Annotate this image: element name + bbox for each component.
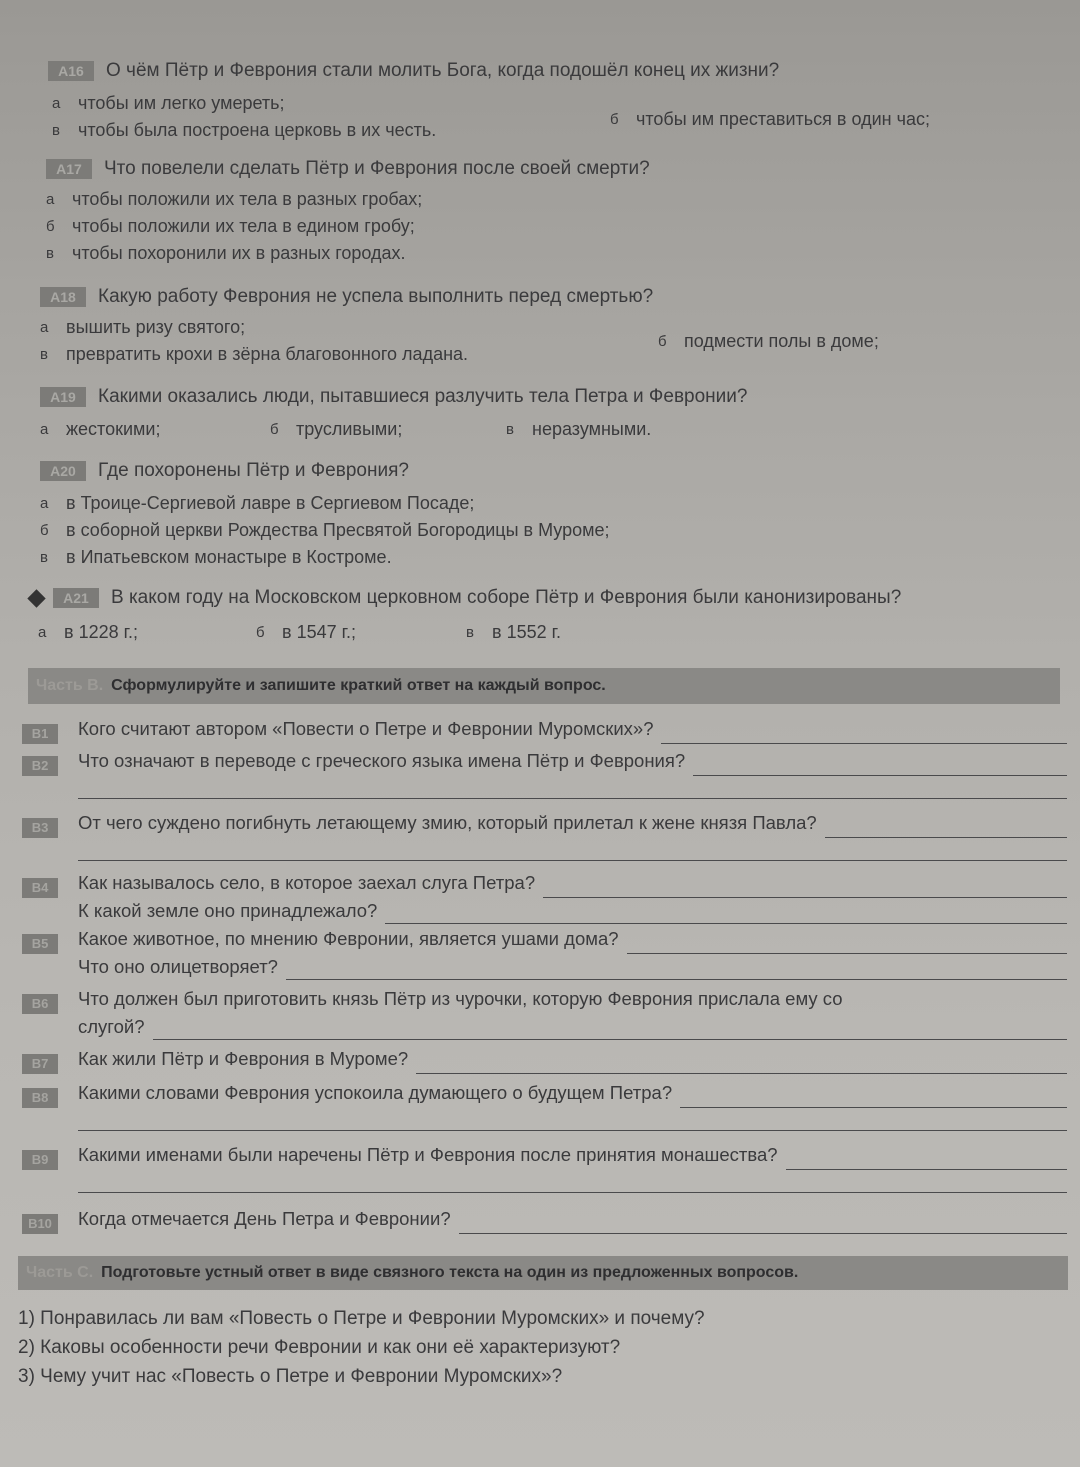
answer-line[interactable] xyxy=(78,776,1067,799)
question-number: B3 xyxy=(22,818,58,838)
option-text: жестокими; xyxy=(66,419,161,439)
list-item: 3) Чему учит нас «Повесть о Петре и Февронии Муромских»? xyxy=(18,1366,563,1387)
question-a16 xyxy=(40,58,1070,144)
question-text: Какое животное, по мнению Февронии, является ушами дома? xyxy=(78,928,619,949)
part-b-instruction: Сформулируйте и запишите краткий ответ на каждый вопрос. xyxy=(111,677,606,694)
answer-line[interactable] xyxy=(786,1151,1067,1170)
question-a20 xyxy=(40,458,1070,571)
option-text: чтобы им преставиться в один час; xyxy=(636,109,930,129)
option-letter: б xyxy=(46,218,55,235)
answer-line[interactable] xyxy=(459,1215,1067,1234)
question-number: A20 xyxy=(40,461,86,481)
part-c-questions xyxy=(18,1304,1018,1391)
option-text: чтобы им легко умереть; xyxy=(78,93,285,113)
answer-line[interactable] xyxy=(153,1021,1067,1040)
part-b-label: Часть В. xyxy=(36,677,104,694)
question-a19 xyxy=(40,384,1070,443)
option-letter: а xyxy=(52,95,61,112)
option-text: чтобы была построена церковь в их честь. xyxy=(78,120,437,140)
option-text: трусливыми; xyxy=(296,419,403,439)
answer-line[interactable] xyxy=(385,905,1067,924)
question-text: Что оно олицетворяет? xyxy=(78,956,278,977)
question-b5 xyxy=(22,924,1067,980)
question-number: A19 xyxy=(40,387,86,407)
question-number: A17 xyxy=(46,159,92,179)
part-c-label: Часть С. xyxy=(26,1264,94,1281)
list-item: 2) Каковы особенности речи Февронии и как они её характеризуют? xyxy=(18,1337,621,1358)
question-b3 xyxy=(22,808,1067,861)
question-number: A18 xyxy=(40,287,86,307)
question-text: От чего суждено погибнуть летающему змию, который прилетал к жене князя Павла? xyxy=(78,812,817,833)
question-text: Что означают в переводе с греческого языка имена Пётр и Феврония? xyxy=(78,750,686,771)
answer-line[interactable] xyxy=(416,1055,1067,1074)
option-text: неразумными. xyxy=(532,419,652,439)
option-letter: а xyxy=(40,495,49,512)
option-letter: а xyxy=(40,319,49,336)
option-letter: б xyxy=(610,111,619,128)
answer-line[interactable] xyxy=(78,1170,1067,1193)
question-b9 xyxy=(22,1140,1067,1193)
question-number: B9 xyxy=(22,1150,58,1170)
question-number: B2 xyxy=(22,756,58,776)
option-text: в 1552 г. xyxy=(492,622,561,642)
question-text: Как жили Пётр и Феврония в Муроме? xyxy=(78,1048,409,1069)
question-number: B7 xyxy=(22,1054,58,1074)
answer-line[interactable] xyxy=(78,1108,1067,1131)
question-text: Какую работу Феврония не успела выполнить перед смертью? xyxy=(98,286,654,307)
question-text: Какими оказались люди, пытавшиеся разлучить тела Петра и Февронии? xyxy=(98,386,748,407)
option-letter: б xyxy=(40,522,49,539)
question-b1 xyxy=(22,714,1067,744)
question-text: К какой земле оно принадлежало? xyxy=(78,900,378,921)
option-text: в соборной церкви Рождества Пресвятой Богородицы в Муроме; xyxy=(66,520,610,540)
question-number: B10 xyxy=(22,1214,58,1234)
question-text: Как называлось село, в которое заехал слуга Петра? xyxy=(78,872,536,893)
question-b7 xyxy=(22,1044,1067,1074)
question-text: Где похоронены Пётр и Феврония? xyxy=(98,460,409,481)
answer-line[interactable] xyxy=(680,1089,1067,1108)
question-a21 xyxy=(30,585,1060,646)
option-letter: а xyxy=(46,191,55,208)
question-b4 xyxy=(22,868,1067,924)
option-letter: б xyxy=(658,333,667,350)
question-b2 xyxy=(22,746,1067,799)
question-number: B5 xyxy=(22,934,58,954)
part-c-header xyxy=(18,1256,1068,1290)
question-a17 xyxy=(40,156,1070,267)
part-c-instruction: Подготовьте устный ответ в виде связного текста на один из предложенных вопросов. xyxy=(101,1264,799,1281)
question-text: слугой? xyxy=(78,1016,145,1037)
option-text: в Ипатьевском монастыре в Костроме. xyxy=(66,547,392,567)
question-text: Какими именами были наречены Пётр и Феврония после принятия монашества? xyxy=(78,1144,778,1165)
option-letter: в xyxy=(506,421,514,438)
option-text: в 1228 г.; xyxy=(64,622,138,642)
option-text: в 1547 г.; xyxy=(282,622,356,642)
question-text: Кого считают автором «Повести о Петре и Февронии Муромских»? xyxy=(78,718,654,739)
question-number: A21 xyxy=(53,588,99,608)
diamond-icon xyxy=(27,589,45,607)
question-b6 xyxy=(22,984,1067,1040)
question-number: A16 xyxy=(48,61,94,81)
answer-line[interactable] xyxy=(543,879,1067,898)
question-b8 xyxy=(22,1078,1067,1131)
answer-line[interactable] xyxy=(661,725,1067,744)
option-letter: б xyxy=(270,421,279,438)
option-text: подмести полы в доме; xyxy=(684,331,879,351)
option-text: чтобы похоронили их в разных городах. xyxy=(72,243,406,263)
option-text: чтобы положили их тела в едином гробу; xyxy=(72,216,415,236)
question-text: Какими словами Феврония успокоила думающего о будущем Петра? xyxy=(78,1082,673,1103)
question-number: B8 xyxy=(22,1088,58,1108)
question-text: Когда отмечается День Петра и Февронии? xyxy=(78,1208,451,1229)
option-text: вышить ризу святого; xyxy=(66,317,246,337)
answer-line[interactable] xyxy=(286,961,1067,980)
part-b-header xyxy=(28,668,1060,704)
option-text: в Троице-Сергиевой лавре в Сергиевом Посаде; xyxy=(66,493,475,513)
option-letter: в xyxy=(46,245,54,262)
question-text: В каком году на Московском церковном соборе Пётр и Феврония были канонизированы? xyxy=(111,587,902,608)
option-letter: а xyxy=(38,624,47,641)
question-text: Что должен был приготовить князь Пётр из чурочки, которую Феврония прислала ему со xyxy=(78,988,843,1009)
option-letter: в xyxy=(52,122,60,139)
answer-line[interactable] xyxy=(693,757,1067,776)
answer-line[interactable] xyxy=(825,819,1067,838)
question-number: B1 xyxy=(22,724,58,744)
option-letter: б xyxy=(256,624,265,641)
question-text: Что повелели сделать Пётр и Феврония после своей смерти? xyxy=(104,158,650,179)
question-a18 xyxy=(40,284,1070,368)
question-number: B6 xyxy=(22,994,58,1014)
answer-line[interactable] xyxy=(627,935,1067,954)
question-number: B4 xyxy=(22,878,58,898)
option-letter: а xyxy=(40,421,49,438)
option-letter: в xyxy=(40,549,48,566)
option-text: чтобы положили их тела в разных гробах; xyxy=(72,189,423,209)
list-item: 1) Понравилась ли вам «Повесть о Петре и Февронии Муромских» и почему? xyxy=(18,1308,705,1329)
answer-line[interactable] xyxy=(78,838,1067,861)
option-text: превратить крохи в зёрна благовонного ладана. xyxy=(66,344,469,364)
option-letter: в xyxy=(466,624,474,641)
option-letter: в xyxy=(40,346,48,363)
question-b10 xyxy=(22,1204,1067,1234)
question-text: О чём Пётр и Феврония стали молить Бога, когда подошёл конец их жизни? xyxy=(106,60,780,81)
